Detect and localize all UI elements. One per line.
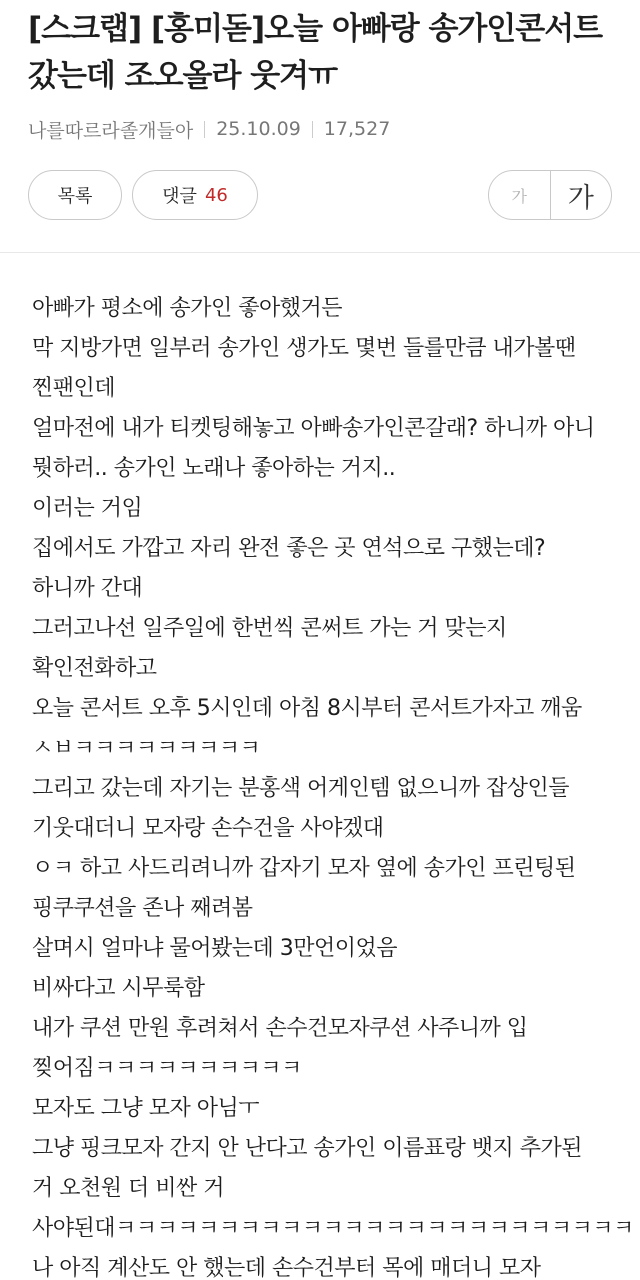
font-size-control — [488, 170, 612, 220]
meta-divider — [204, 121, 205, 138]
body-line: 살며시 얼마냐 물어봤는데 3만언이었음 — [32, 936, 398, 961]
font-size-decrease-button[interactable]: 가 — [489, 171, 551, 219]
comments-count: 46 — [204, 184, 228, 206]
post-date: 25.10.09 — [216, 118, 301, 140]
body-line: ㅇㅋ 하고 사드리려니까 갑자기 모자 옆에 송가인 프린팅된 핑쿠쿠션을 존나 째려봄 — [32, 856, 576, 921]
body-line: 모자도 그냥 모자 아님ㅜ — [32, 1096, 260, 1121]
post-body — [0, 253, 640, 1280]
body-line: 이러는 거임 — [32, 496, 143, 521]
body-line: 그러고나선 일주일에 한번씩 콘써트 가는 거 맞는지 확인전화하고 — [32, 616, 507, 681]
body-line: 얼마전에 내가 티켓팅해놓고 아빠송가인콘갈래? 하니까 아니 뭣하러.. 송가인 노래나 좋아하는 거지.. — [32, 416, 595, 481]
post-title: [스크랩] [홍미돋]오늘 아빠랑 송가인콘서트 갔는데 조오올라 웃겨ㅠ — [28, 11, 603, 94]
body-line: 그냥 핑크모자 간지 안 난다고 송가인 이름표랑 뱃지 추가된 거 오천원 더 비싼 거 사야된대ㅋㅋㅋㅋㅋㅋㅋㅋㅋㅋㅋㅋㅋㅋㅋㅋㅋㅋㅋㅋㅋㅋㅋㅋㅋ — [32, 1136, 634, 1241]
list-button-label: 목록 — [57, 186, 93, 207]
body-line: 그리고 갔는데 자기는 분홍색 어게인템 없으니까 잡상인들 기웃대더니 모자랑 손수건을 사야겠대 — [32, 776, 570, 841]
body-line: 아빠가 평소에 송가인 좋아했거든 — [32, 296, 343, 321]
body-line: 막 지방가면 일부러 송가인 생가도 몇번 들를만큼 내가볼땐 찐팬인데 — [32, 336, 576, 401]
font-size-increase-button[interactable]: 가 — [567, 182, 594, 214]
comments-button[interactable] — [132, 170, 258, 220]
comments-button-label: 댓글 — [162, 186, 197, 207]
list-button[interactable] — [28, 170, 122, 220]
post-meta — [28, 116, 612, 142]
post-toolbar — [28, 170, 612, 220]
post-header — [0, 0, 640, 220]
toolbar-left — [28, 170, 258, 220]
author-name[interactable]: 나를따르라졸개들아 — [28, 119, 194, 142]
body-line: 오늘 콘서트 오후 5시인데 아침 8시부터 콘서트가자고 깨움 ㅅㅂㅋㅋㅋㅋㅋㅋㅋㅋㅋ — [32, 696, 582, 761]
body-line: 비싸다고 시무룩함 — [32, 976, 205, 1001]
meta-divider — [312, 121, 313, 138]
body-line: 내가 쿠션 만원 후려쳐서 손수건모자쿠션 사주니까 입 찢어짐ㅋㅋㅋㅋㅋㅋㅋㅋㅋㅋ — [32, 1016, 528, 1081]
body-line: 집에서도 가깝고 자리 완전 좋은 곳 연석으로 구했는데? 하니까 간대 — [32, 536, 546, 601]
body-line: 나 아직 계산도 안 했는데 손수건부터 목에 매더니 모자 — [32, 1256, 541, 1280]
view-count: 17,527 — [323, 118, 391, 140]
